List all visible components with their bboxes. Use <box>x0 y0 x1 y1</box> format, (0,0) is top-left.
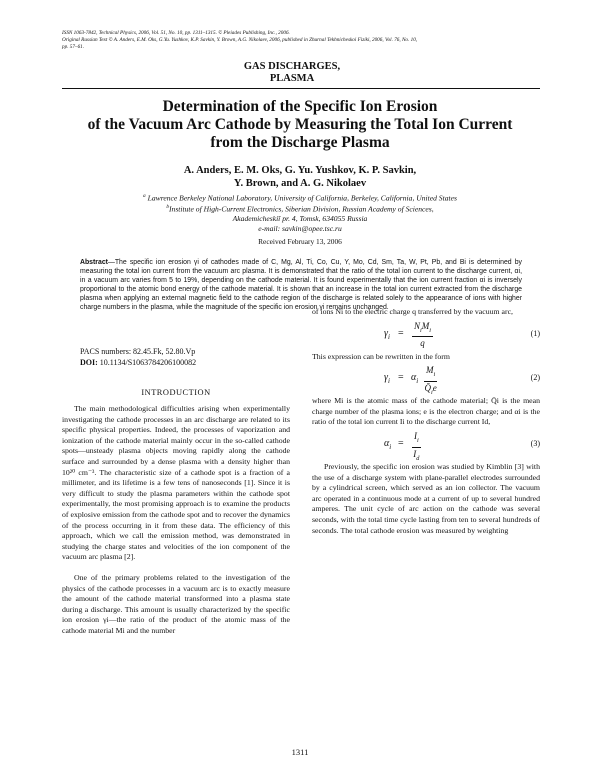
doi-value[interactable]: 10.1134/S1063784206100082 <box>99 358 197 367</box>
section-heading <box>232 61 352 85</box>
equation-1-number: (1) <box>530 328 540 338</box>
authors-line-1: A. Anders, E. M. Oks, G. Yu. Yushkov, K. P. Savkin, <box>183 165 417 176</box>
equation-3-number: (3) <box>530 438 540 448</box>
title-line-2: of the Vacuum Arc Cathode by Measuring the Total Ion Current <box>87 116 513 133</box>
doi: DOI: 10.1134/S1063784206100082 <box>80 358 197 367</box>
right-paragraph-1: of ions Ni to the electric charge q transferred by the vacuum arc, <box>312 307 513 316</box>
affiliations <box>80 192 520 233</box>
section-line-1: GAS DISCHARGES, <box>243 61 341 72</box>
journal-header <box>62 30 542 50</box>
pacs-numbers: PACS numbers: 82.45.Fk, 52.80.Vp <box>80 347 196 356</box>
affiliation-b: $^b$Institute of High-Current Electronics, Siberian Division, Russian Academy of Sciences, <box>166 204 434 214</box>
header-line-1: ISSN 1063-7842, Technical Physics, 2006, Vol. 51, No. 10, pp. 1311–1315. © Pleiades Publishing, Inc., 2006. <box>62 30 290 36</box>
abstract <box>80 259 522 312</box>
header-line-3: pp. 57–61. <box>62 43 85 50</box>
right-paragraph-2: This expression can be rewritten in the form <box>312 351 450 361</box>
contact-email[interactable]: e-mail: savkin@opee.tsc.ru <box>258 223 342 233</box>
right-column <box>312 307 540 536</box>
right-paragraph-3: where Mi is the atomic mass of the cathode material; Q̄i is the mean charge number of the plasma ions; e is the electron charge; and αi is the ratio of the total ion current Ii to the discharge current Id, <box>312 396 540 427</box>
affiliation-b-address: Akademicheskiĭ pr. 4, Tomsk, 634055 Russia <box>232 214 368 224</box>
section-divider <box>62 88 540 89</box>
authors-line-2: Y. Brown, and A. G. Nikolaev <box>233 178 367 189</box>
section-line-2: PLASMA <box>269 73 315 84</box>
equation-1: $\gamma_i$ = $N_iM_i$ q (1) <box>384 320 540 349</box>
left-column <box>62 404 290 636</box>
abstract-text: —The specific ion erosion γi of cathodes made of C, Mg, Al, Ti, Co, Cu, Y, Mo, Cd, Sm, Ta, W, Pt, Pb, and Bi is determined by measuring the total ion current from the vacuum arc plasma. It is demonstrated that the ratio of the total ion current to the discharge current, αi, in a vacuum arc varies from 5 to 19%, depending on the cathode material. It is found experimentally that the ion current fraction αi is inversely proportional to the atomic bond energy of the cathode material. It is shown that an increase in the total ion current extracted from the discharge plasma when applying an external magnetic field to the cathode region of the discharge is related solely to the appearance of ions with higher charge numbers in the plasma, while the magnitude of the specific ion erosion γi remains unchanged. <box>80 259 522 311</box>
paper-title <box>70 98 530 152</box>
affiliation-a: $^a$ Lawrence Berkeley National Laboratory, University of California, Berkeley, California, United States <box>143 193 457 203</box>
received-date: Received February 13, 2006 <box>258 237 342 246</box>
equation-2-number: (2) <box>530 373 540 383</box>
title-line-3: from the Discharge Plasma <box>210 134 390 151</box>
header-line-2: Original Russian Text © A. Anders, E.M. Oks, G.Yu. Yushkov, K.P. Savkin, Y. Brown, A.G. Nikolaev, 2006, published in Zhurnal Tekhnicheskoi Fiziki, 2006, Vol. 76, No. 10, <box>62 36 418 43</box>
equation-3: $\alpha_i$ = $\frac{I_i}{I_d}$ (3) <box>384 430 540 462</box>
title-line-1: Determination of the Specific Ion Erosion <box>162 98 438 115</box>
intro-paragraph-1: The main methodological difficulties arising when experimentally investigating the cathode processes in an arc discharge are related to its specific physical properties. Indeed, the processes of vaporization and ionization of the cathode material mainly occur in the so-called cathode spots—unsteady plasma objects moving rapidly along the cathode surface and surrounded by a dense plasma with a density higher than 10²⁰ cm⁻³. The characteristic size of a cathode spot is a fraction of a millimeter, and its lifetime is a few tens of nanoseconds [1]. Since it is very difficult to study the plasma parameters within the cathode spot experimentally, the most promising approach is to examine the products of explosive emission from the cathode spot and to recover the dynamics of the process occurring in it from these data. The efficiency of this approach, which we call the emission method, was demonstrated in studying the charge states and velocities of the ion component of the vacuum arc plasma [2]. <box>62 404 290 562</box>
introduction-heading: INTRODUCTION <box>141 388 211 397</box>
right-paragraph-4: Previously, the specific ion erosion was studied by Kimblin [3] with the use of a discharge system with plane-parallel electrodes surrounded by a cylindrical screen, which served as an ion collector. The vacuum arc operated in a continuous mode at a current of up to several hundred amperes. The unit cycle of arc action on the cathode was several seconds, with the total time cycle lasting from ten to several hundreds of seconds. The total cathode erosion was measured by weighting <box>312 461 540 535</box>
intro-paragraph-2: One of the primary problems related to the investigation of the physics of the cathode processes in a vacuum arc is to exactly measure the amount of the cathode material transformed into a plasma state during a discharge. This amount is usually characterized by the specific ion erosion γi—the ratio of the product of the atomic mass of the cathode material Mi and the number <box>62 572 290 635</box>
page-number: 1311 <box>291 747 309 757</box>
author-list <box>110 164 490 190</box>
equation-2: $\gamma_i$ = $\alpha_i$ $\frac{M_i}{Q̄_ie}$ (2) <box>384 365 540 396</box>
abstract-label: Abstract <box>80 259 108 266</box>
